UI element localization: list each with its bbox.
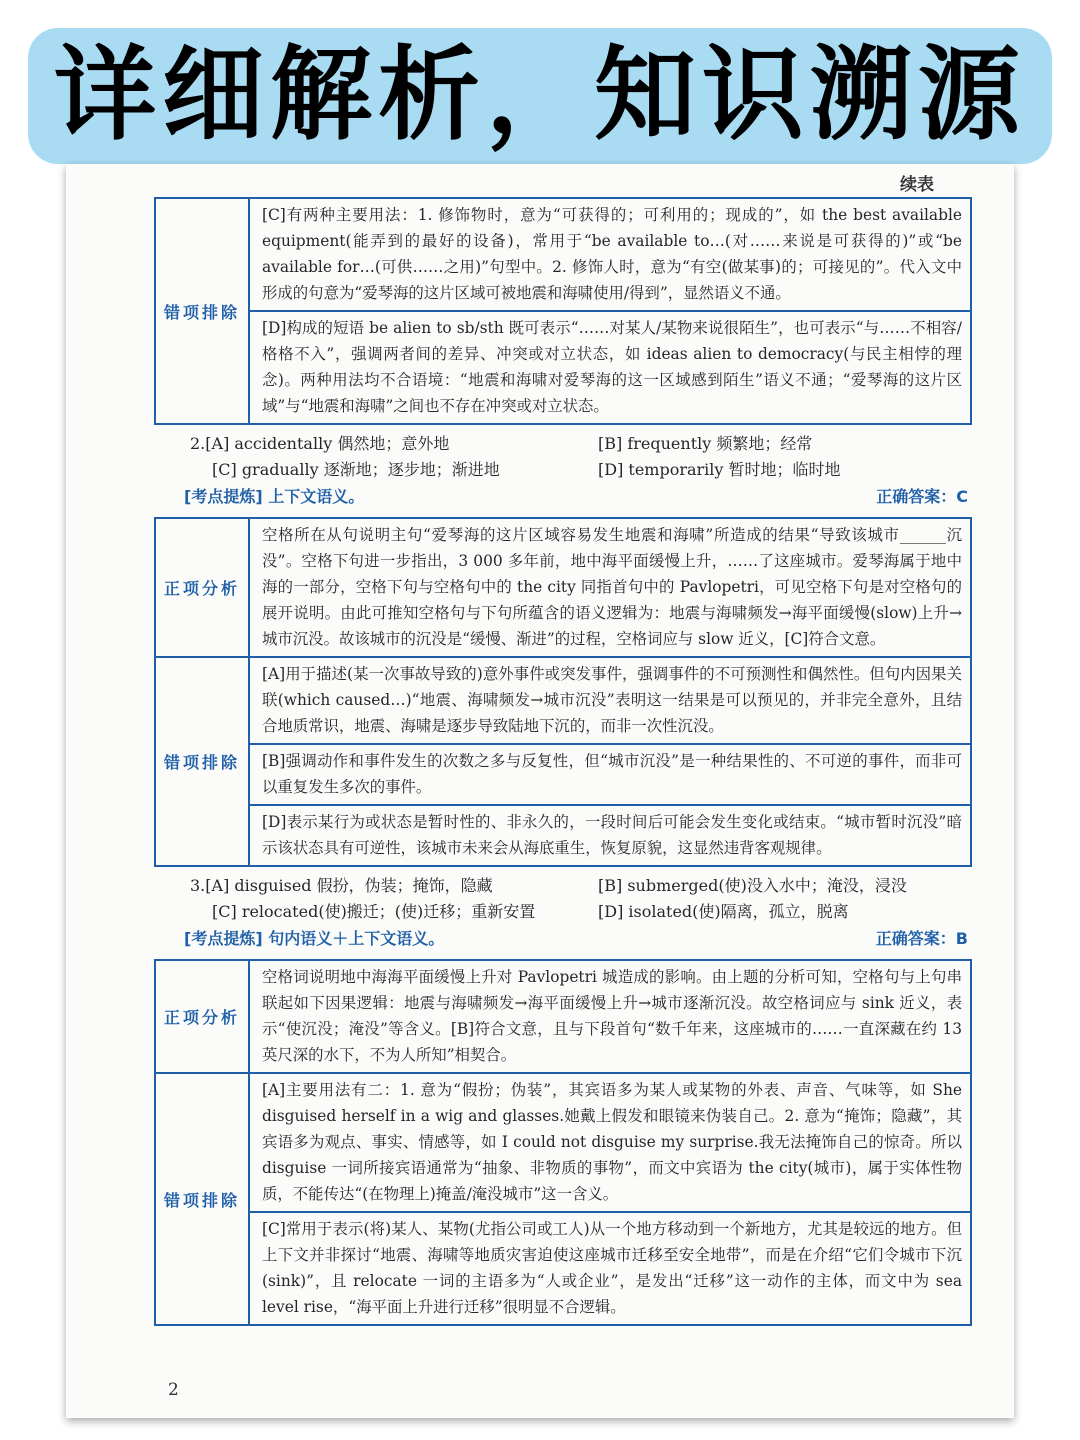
q3-option-b: [B] submerged(使)没入水中；淹没，浸没 bbox=[598, 876, 907, 895]
q2-option-d: [D] temporarily 暂时地；临时地 bbox=[598, 460, 841, 479]
page-content bbox=[154, 197, 974, 1326]
q2-analysis-table bbox=[154, 517, 972, 867]
q2-correct-label: 正项分析 bbox=[155, 518, 249, 657]
q3-option-a: 3.[A] disguised 假扮，伪装；掩饰，隐藏 bbox=[190, 876, 493, 895]
q3-option-d: [D] isolated(使)隔离，孤立，脱离 bbox=[598, 902, 849, 921]
q2-wrong-label: 错项排除 bbox=[155, 657, 249, 866]
q2-wrong-item-a: [A]用于描述(某一次事故导致的)意外事件或突发事件，强调事件的不可预测性和偶然性。但句内因果关联(which caused…)“地震、海啸频发→城市沉没”表明这一结果是可以预见的，并非完全意外，且结合地质常识，地震、海啸是逐步导致陆地下沉的，而非一次性沉没。 bbox=[249, 657, 971, 744]
q2-option-a: 2.[A] accidentally 偶然地；意外地 bbox=[190, 434, 450, 453]
book-page bbox=[66, 164, 1014, 1418]
q1-wrong-options-table bbox=[154, 197, 972, 425]
q3-key-point: [考点提炼] 句内语义＋上下文语义。 bbox=[184, 929, 445, 948]
q2-option-b: [B] frequently 频繁地；经常 bbox=[598, 434, 813, 453]
page-number: 2 bbox=[168, 1380, 179, 1400]
title-banner bbox=[28, 28, 1052, 164]
q3-options bbox=[154, 873, 974, 925]
continued-label: 续表 bbox=[900, 175, 934, 195]
q3-option-c: [C] relocated(使)搬迁；(使)迁移；重新安置 bbox=[212, 902, 536, 921]
q2-options bbox=[154, 431, 974, 483]
q3-correct-text: 空格词说明地中海海平面缓慢上升对 Pavlopetri 城造成的影响。由上题的分析可知，空格句与上句串联起如下因果逻辑：地震与海啸频发→海平面缓慢上升→城市逐渐沉没。故空格词应与 sink 近义，表示“使沉没；淹没”等含义。[B]符合文意，且与下段首句“数千年来，这座城市的……一直深藏在约 13 英尺深的水下，不为人所知”相契合。 bbox=[249, 960, 971, 1073]
q3-wrong-item-c: [C]常用于表示(将)某人、某物(尤指公司或工人)从一个地方移动到一个新地方，尤其是较远的地方。但上下文并非探讨“地震、海啸等地质灾害迫使这座城市迁移至安全地带”，而是在介绍“它们令城市下沉(sink)”，且 relocate 一词的主语多为“人或企业”，是发出“迁移”这一动作的主体，而文中为 sea level rise，“海平面上升进行迁移”很明显不合逻辑。 bbox=[249, 1212, 971, 1325]
q1-wrong-label: 错项排除 bbox=[155, 198, 249, 424]
q1-wrong-item-c: [C]有两种主要用法：1. 修饰物时，意为“可获得的；可利用的；现成的”，如 the best available equipment(能弄到的最好的设备)，常用于“be available to…(对……来说是可获得的)”或“be available for…(可供……之用)”句型中。2. 修饰人时，意为“有空(做某事)的；可接见的”。代入文中形成的句意为“爱琴海的这片区域可被地震和海啸使用/得到”，显然语义不通。 bbox=[249, 198, 971, 311]
q1-wrong-item-d: [D]构成的短语 be alien to sb/sth 既可表示“……对某人/某物来说很陌生”，也可表示“与……不相容/格格不入”，强调两者间的差异、冲突或对立状态，如 ideas alien to democracy(与民主相悖的理念)。两种用法均不合语境：“地震和海啸对爱琴海的这一区域感到陌生”语义不通；“爱琴海的这片区域”与“地震和海啸”之间也不存在冲突或对立状态。 bbox=[249, 311, 971, 424]
q2-answer: 正确答案：C bbox=[876, 487, 968, 506]
q3-wrong-label: 错项排除 bbox=[155, 1073, 249, 1325]
q3-correct-label: 正项分析 bbox=[155, 960, 249, 1073]
q3-answer: 正确答案：B bbox=[875, 929, 968, 948]
q2-wrong-item-d: [D]表示某行为或状态是暂时性的、非永久的，一段时间后可能会发生变化或结束。“城市暂时沉没”暗示该状态具有可逆性，该城市未来会从海底重生，恢复原貌，这显然违背客观规律。 bbox=[249, 805, 971, 866]
q2-correct-text: 空格所在从句说明主句“爱琴海的这片区域容易发生地震和海啸”所造成的结果“导致该城市______沉没”。空格下句进一步指出，3 000 多年前，地中海平面缓慢上升，……了这座城市。爱琴海属于地中海的一部分，空格下句与空格句中的 the city 同指首句中的 Pavlopetri，可见空格下句是对空格句的展开说明。由此可推知空格句与下句所蕴含的语义逻辑为：地震与海啸频发→海平面缓慢(slow)上升→城市沉没。故该城市的沉没是“缓慢、渐进”的过程，空格词应与 slow 近义，[C]符合文意。 bbox=[249, 518, 971, 657]
q3-wrong-item-a: [A]主要用法有二：1. 意为“假扮；伪装”，其宾语多为某人或某物的外表、声音、气味等，如 She disguised herself in a wig and glasses.她戴上假发和眼镜来伪装自己。2. 意为“掩饰；隐藏”，其宾语多为观点、事实、情感等，如 I could not disguise my surprise.我无法掩饰自己的惊奇。所以 disguise 一词所接宾语通常为“抽象、非物质的事物”，而文中宾语为 the city(城市)，属于实体性物质，不能传达“(在物理上)掩盖/淹没城市”这一含义。 bbox=[249, 1073, 971, 1212]
q3-analysis-table bbox=[154, 959, 972, 1326]
banner-title: 详细解析，知识溯源 bbox=[54, 36, 1026, 155]
q2-option-c: [C] gradually 逐渐地；逐步地；渐进地 bbox=[212, 460, 500, 479]
q2-key-point: [考点提炼] 上下文语义。 bbox=[184, 487, 365, 506]
q2-wrong-item-b: [B]强调动作和事件发生的次数之多与反复性，但“城市沉没”是一种结果性的、不可逆的事件，而非可以重复发生多次的事件。 bbox=[249, 744, 971, 805]
q3-key-point-row bbox=[184, 927, 974, 951]
q2-key-point-row bbox=[184, 485, 974, 509]
